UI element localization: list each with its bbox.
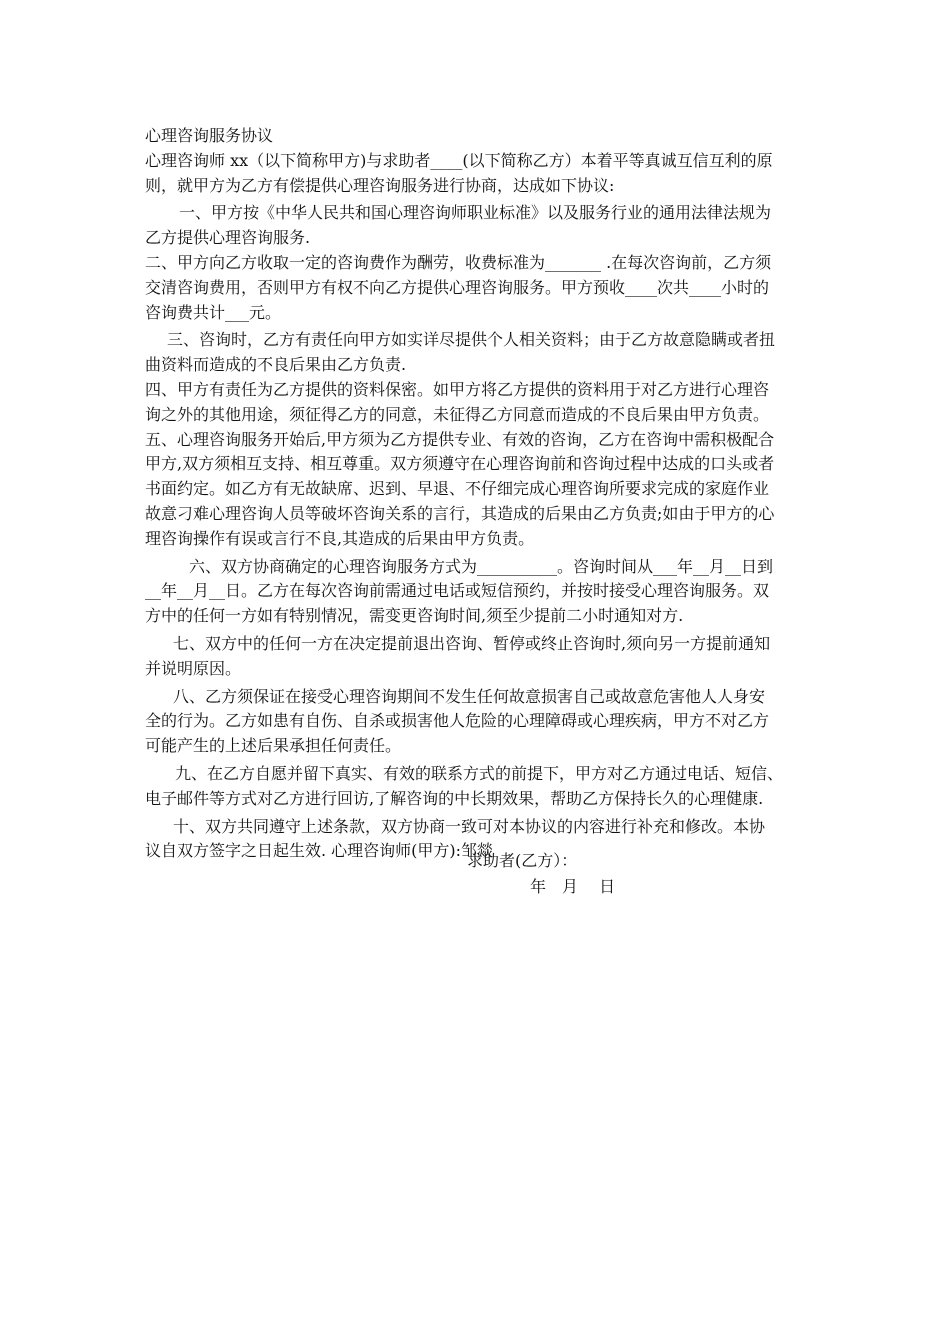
clause-1-line-1: 一、甲方按《中华人民共和国心理咨询师职业标准》以及服务行业的通用法律法规为 xyxy=(179,203,772,223)
agreement-body xyxy=(145,124,807,864)
clause-10-line-2: 议自双方签字之日起生效. 心理咨询师(甲方):邹燚 xyxy=(145,841,494,861)
document-title: 心理咨询服务协议 xyxy=(145,126,274,145)
clause-5-line-2: 甲方,双方须相互支持、相互尊重。双方须遵守在心理咨询前和咨询过程中达成的口头或者 xyxy=(145,454,775,474)
clause-6-line-2: __年__月__日。乙方在每次咨询前需通过电话或短信预约，并按时接受心理咨询服务。双 xyxy=(145,581,770,601)
clause-2-line-1: 二、甲方向乙方收取一定的咨询费作为酬劳，收费标准为_______ .在每次咨询前，乙方须 xyxy=(145,252,772,272)
clause-10-line-1: 十、双方共同遵守上述条款，双方协商一致可对本协议的内容进行补充和修改。本协 xyxy=(173,816,766,836)
clause-8-line-3: 可能产生的上述后果承担任何责任。 xyxy=(145,736,402,756)
clause-8-line-1: 八、乙方须保证在接受心理咨询期间不发生任何故意损害自己或故意危害他人人身安 xyxy=(173,686,766,706)
clause-2-line-2: 交清咨询费用，否则甲方有权不向乙方提供心理咨询服务。甲方预收____次共____小时的 xyxy=(145,277,770,297)
clause-5-line-1: 五、心理咨询服务开始后,甲方须为乙方提供专业、有效的咨询，乙方在咨询中需积极配合 xyxy=(145,429,775,449)
clause-5-line-3: 书面约定。如乙方有无故缺席、迟到、早退、不仔细完成心理咨询所要求完成的家庭作业 xyxy=(145,479,770,499)
clause-1-line-2: 乙方提供心理咨询服务. xyxy=(145,228,311,248)
clause-9-line-2: 电子邮件等方式对乙方进行回访,了解咨询的中长期效果，帮助乙方保持长久的心理健康. xyxy=(145,788,764,808)
clause-3-line-1: 三、咨询时，乙方有责任向甲方如实详尽提供个人相关资料；由于乙方故意隐瞒或者扭 xyxy=(167,330,776,350)
preamble-line-1: 心理咨询师 xx（以下简称甲方)与求助者____(以下简称乙方）本着平等真诚互信互利的原 xyxy=(145,150,773,170)
clause-5-line-5: 理咨询操作有误或言行不良,其造成的后果由甲方负责。 xyxy=(145,528,535,548)
preamble-line-2: 则，就甲方为乙方有偿提供心理咨询服务进行协商，达成如下协议: xyxy=(145,175,615,195)
clause-9-line-1: 九、在乙方自愿并留下真实、有效的联系方式的前提下，甲方对乙方通过电话、短信、 xyxy=(175,763,784,783)
client-signature-label: 求助者(乙方）： xyxy=(467,851,578,870)
clause-7-line-1: 七、双方中的任何一方在决定提前退出咨询、暂停或终止咨询时,须向另一方提前通知 xyxy=(173,633,771,653)
clause-8-line-2: 全的行为。乙方如患有自伤、自杀或损害他人危险的心理障碍或心理疾病，甲方不对乙方 xyxy=(145,711,770,731)
clause-4-line-1: 四、甲方有责任为乙方提供的资料保密。如甲方将乙方提供的资料用于对乙方进行心理咨 xyxy=(145,379,770,399)
clause-3-line-2: 曲资料而造成的不良后果由乙方负责. xyxy=(145,355,407,375)
clause-5-line-4: 故意刁难心理咨询人员等破坏咨询关系的言行，其造成的后果由乙方负责;如由于甲方的心 xyxy=(145,503,775,523)
clause-2-line-3: 咨询费共计___元。 xyxy=(145,302,282,322)
clause-6-line-3: 方中的任何一方如有特别情况，需变更咨询时间,须至少提前二小时通知对方. xyxy=(145,606,684,626)
clause-6-line-1: 六、双方协商确定的心理咨询服务方式为__________。咨询时间从___年__月__日到 xyxy=(189,556,774,576)
clause-4-line-2: 询之外的其他用途，须征得乙方的同意，未征得乙方同意而造成的不良后果由甲方负责。 xyxy=(145,404,770,424)
signature-date-label: 年 月 日 xyxy=(530,877,616,896)
clause-7-line-2: 并说明原因。 xyxy=(145,658,242,678)
